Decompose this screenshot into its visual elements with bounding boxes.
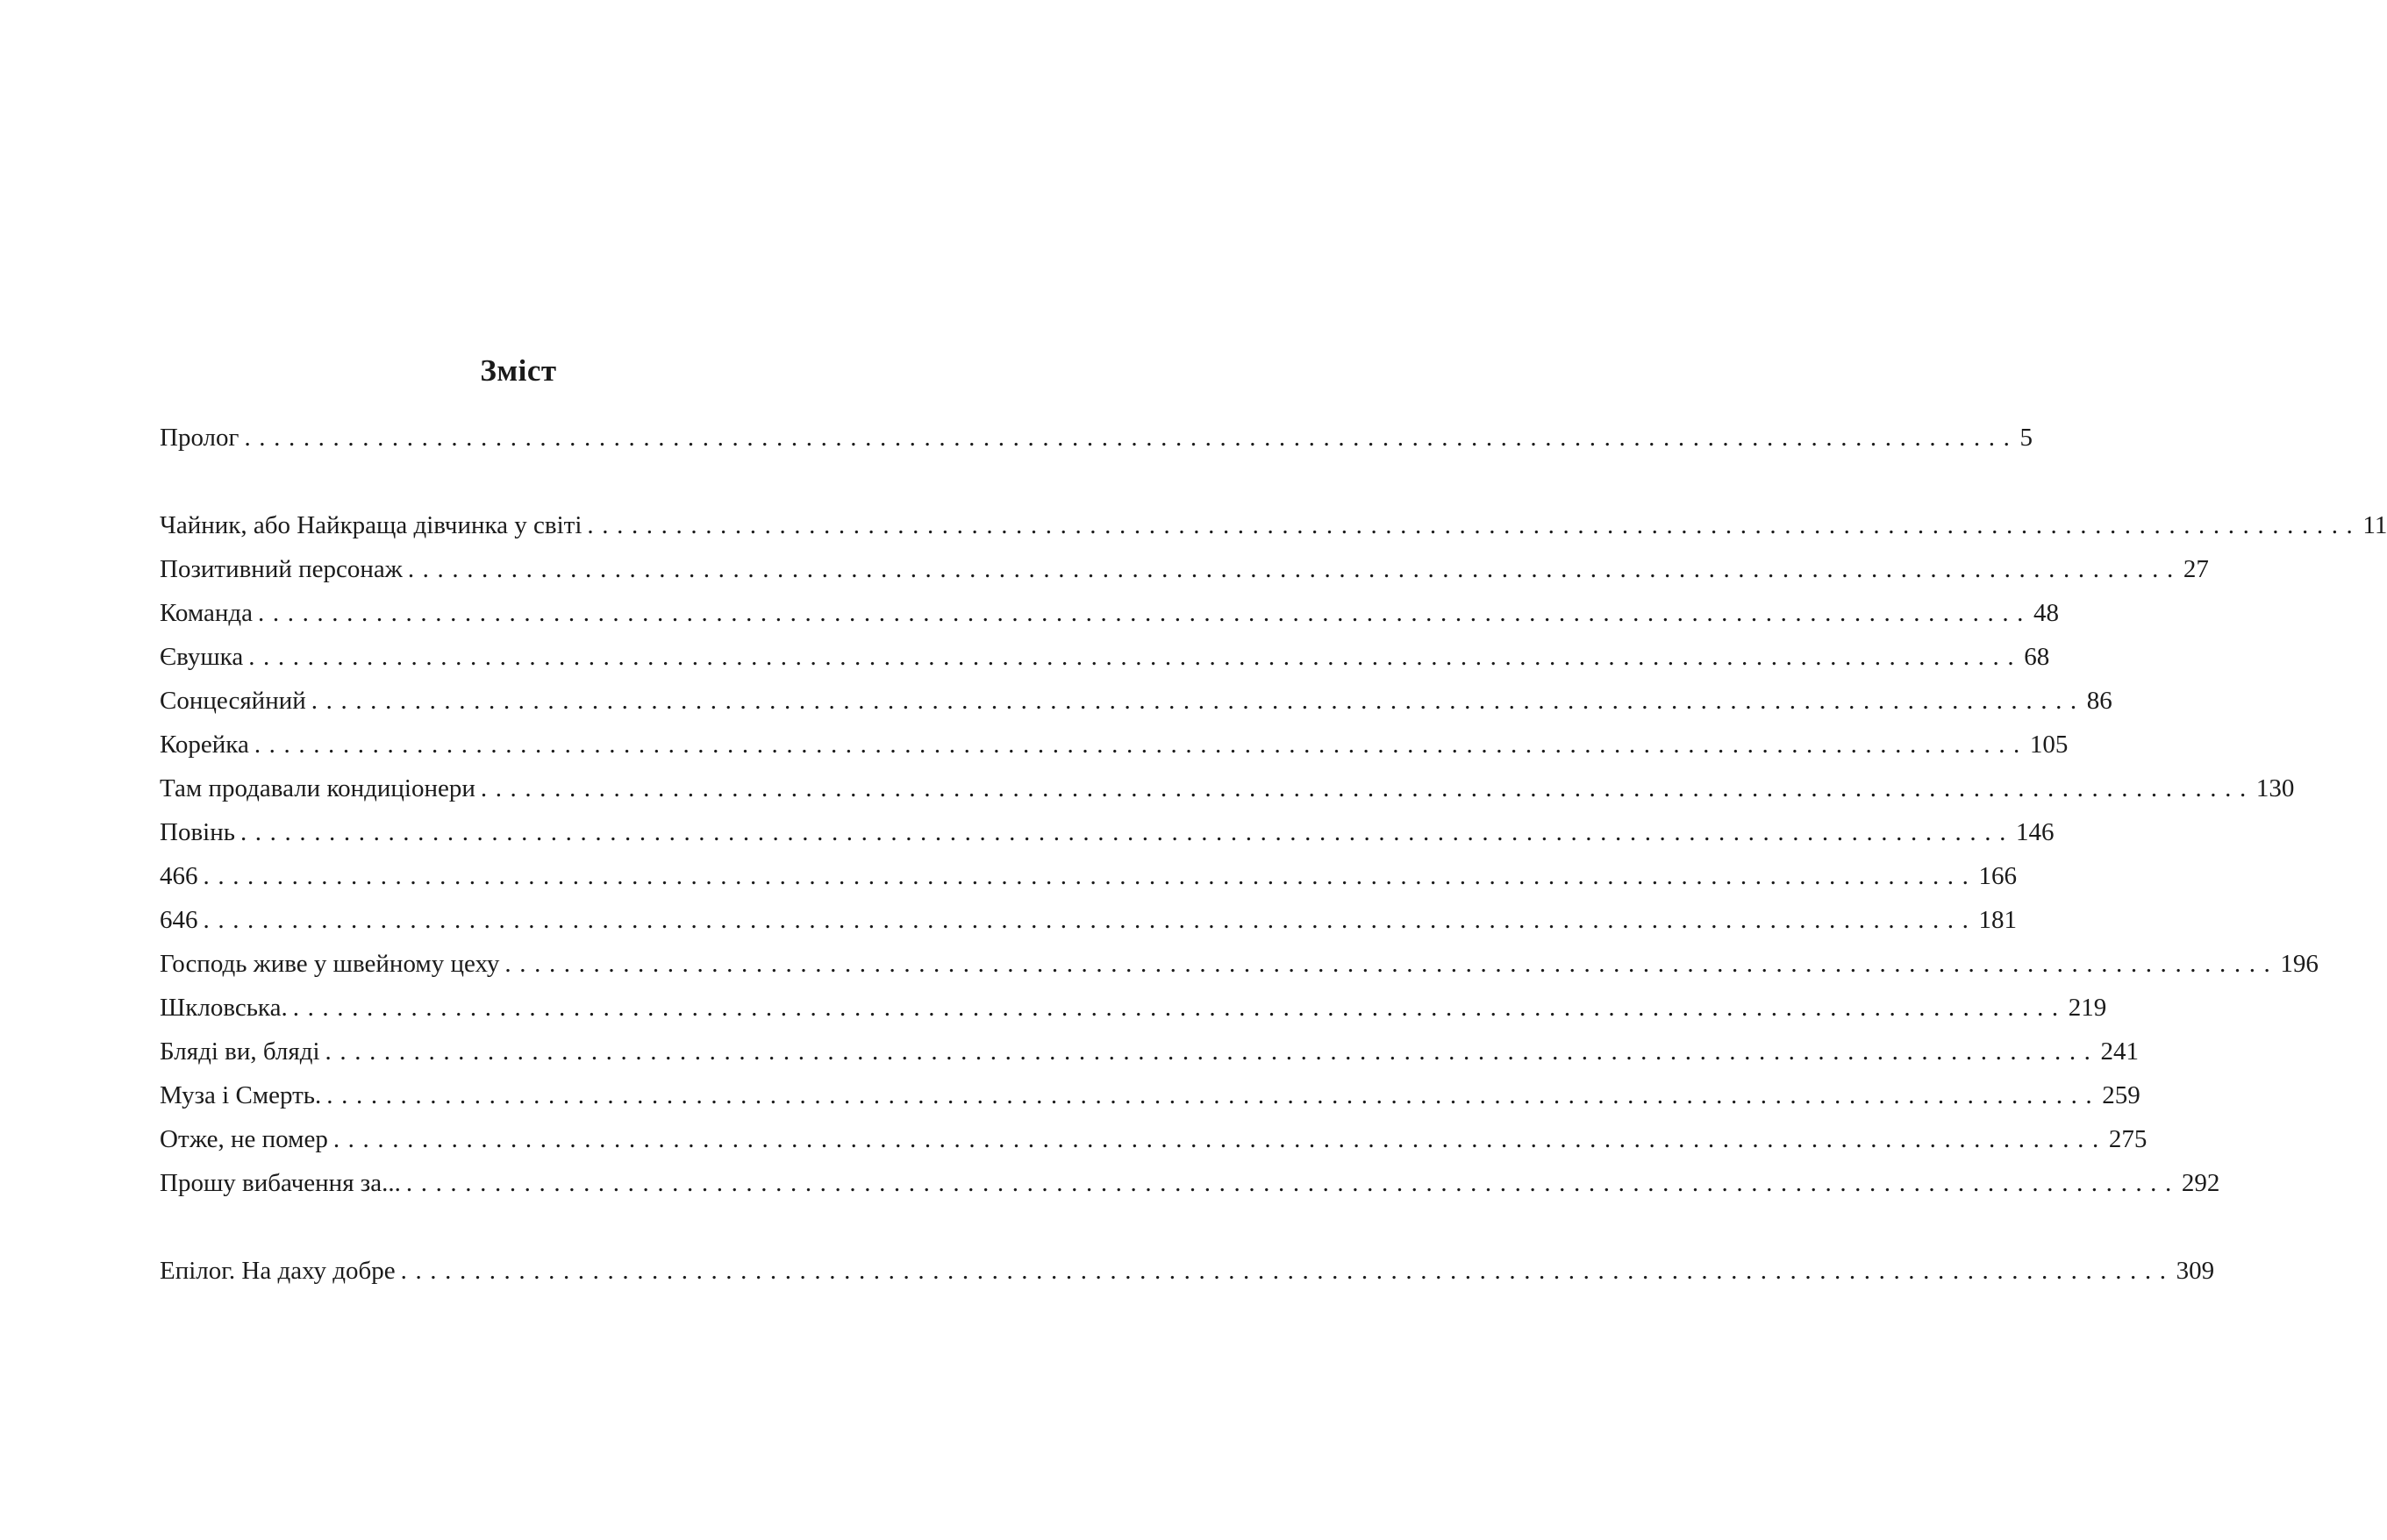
toc-entry-page: 309 — [2176, 1257, 2215, 1285]
toc-entry-chapter[interactable] — [160, 898, 2017, 942]
toc-leader-dots: ........................................................................................................................ — [405, 1169, 2180, 1197]
toc-entry-chapter[interactable] — [160, 1030, 2140, 1073]
toc-leader-dots: ........................................................................................................................ — [203, 862, 1977, 890]
page-title: Зміст — [480, 353, 557, 389]
toc-entry-page: 130 — [2255, 774, 2295, 802]
toc-entry-page: 105 — [2029, 731, 2069, 759]
toc-entry-chapter[interactable] — [160, 591, 2060, 635]
toc-leader-dots: ........................................................................................................................ — [326, 1081, 2101, 1109]
toc-leader-dots: ........................................................................................................................ — [480, 774, 2255, 802]
toc-leader-dots: ........................................................................................................................ — [244, 424, 2019, 452]
toc-leader-dots: ........................................................................................................................ — [504, 950, 2279, 978]
toc-entry-title: Бляді ви, бляді — [160, 1037, 320, 1066]
toc-entry-page: 146 — [2015, 818, 2055, 846]
toc-entry-title: Сонцесяйний — [160, 687, 306, 715]
toc-entry-title: Прошу вибачення за... — [160, 1169, 401, 1197]
toc-entry-title: Команда — [160, 599, 254, 627]
toc-entry-chapter[interactable] — [160, 1161, 2220, 1205]
toc-entry-page: 86 — [2086, 687, 2112, 715]
toc-leader-dots: ........................................................................................................................ — [407, 555, 2182, 583]
toc-leader-dots: ........................................................................................................................ — [239, 818, 2014, 846]
toc-entry-chapter[interactable] — [160, 986, 2107, 1030]
toc-leader-dots: ........................................................................................................................ — [248, 643, 2023, 671]
toc-entry-title: Епілог. На даху добре — [160, 1257, 396, 1285]
toc-spacer — [160, 1205, 851, 1249]
toc-entry-page: 181 — [1978, 906, 2017, 934]
toc-entry-page: 275 — [2108, 1125, 2148, 1153]
toc-entry-page: 27 — [2183, 555, 2209, 583]
toc-entry-page: 259 — [2102, 1081, 2140, 1109]
toc-entry-prologue[interactable] — [160, 416, 2033, 460]
toc-leader-dots: ........................................................................................................................ — [203, 906, 1977, 934]
toc-entry-chapter[interactable] — [160, 723, 2069, 766]
toc-prologue-group — [160, 416, 2033, 460]
toc-leader-dots: ........................................................................................................................ — [258, 599, 2033, 627]
toc-entry-page: 166 — [1978, 862, 2017, 890]
toc-leader-dots: ........................................................................................................................ — [254, 731, 2028, 759]
toc-entry-page: 48 — [2033, 599, 2060, 627]
toc-entry-title: 466 — [160, 862, 198, 890]
toc-entry-page: 11 — [2362, 511, 2387, 539]
toc-leader-dots: ........................................................................................................................ — [292, 994, 2067, 1022]
toc-entry-title: Корейка — [160, 731, 249, 759]
toc-entry-chapter[interactable] — [160, 503, 2387, 547]
toc-leader-dots: ........................................................................................................................ — [311, 687, 2085, 715]
toc-entry-title: Муза і Смерть. — [160, 1081, 322, 1109]
toc-epilogue-group — [160, 1249, 2215, 1293]
toc-entry-title: Повінь — [160, 818, 235, 846]
toc-entry-page: 68 — [2024, 643, 2050, 671]
toc-entry-chapter[interactable] — [160, 635, 2050, 679]
toc-entry-chapter[interactable] — [160, 1073, 2140, 1117]
toc-entry-page: 292 — [2181, 1169, 2220, 1197]
toc-entry-epilogue[interactable] — [160, 1249, 2215, 1293]
toc-entry-title: Чайник, або Найкраща дівчинка у світі — [160, 511, 582, 539]
toc-entry-title: Євушка — [160, 643, 244, 671]
toc-entry-title: Отже, не помер — [160, 1125, 328, 1153]
toc-leader-dots: ........................................................................................................................ — [332, 1125, 2107, 1153]
toc-entry-title: Там продавали кондиціонери — [160, 774, 475, 802]
toc-entry-chapter[interactable] — [160, 766, 2295, 810]
toc-entry-page: 5 — [2019, 424, 2033, 452]
toc-entry-title: Господь живе у швейному цеху — [160, 950, 500, 978]
toc-entry-title: 646 — [160, 906, 198, 934]
toc-chapters-group — [160, 503, 2387, 1205]
toc-entry-title: Шкловська. — [160, 994, 288, 1022]
toc-entry-page: 219 — [2068, 994, 2107, 1022]
toc-entry-chapter[interactable] — [160, 942, 2319, 986]
toc-entry-chapter[interactable] — [160, 854, 2017, 898]
toc-leader-dots: ........................................................................................................................ — [400, 1257, 2175, 1285]
toc-entry-page: 196 — [2280, 950, 2319, 978]
toc-leader-dots: ........................................................................................................................ — [325, 1037, 2099, 1066]
toc-entry-title: Позитивний персонаж — [160, 555, 403, 583]
toc-entry-chapter[interactable] — [160, 679, 2112, 723]
toc-entry-page: 241 — [2100, 1037, 2140, 1066]
toc-entry-chapter[interactable] — [160, 810, 2055, 854]
table-of-contents — [160, 416, 2387, 1293]
toc-leader-dots: ........................................................................................................................ — [587, 511, 2362, 539]
toc-entry-chapter[interactable] — [160, 1117, 2148, 1161]
toc-entry-chapter[interactable] — [160, 547, 2209, 591]
toc-spacer — [160, 460, 851, 503]
toc-entry-title: Пролог — [160, 424, 239, 452]
